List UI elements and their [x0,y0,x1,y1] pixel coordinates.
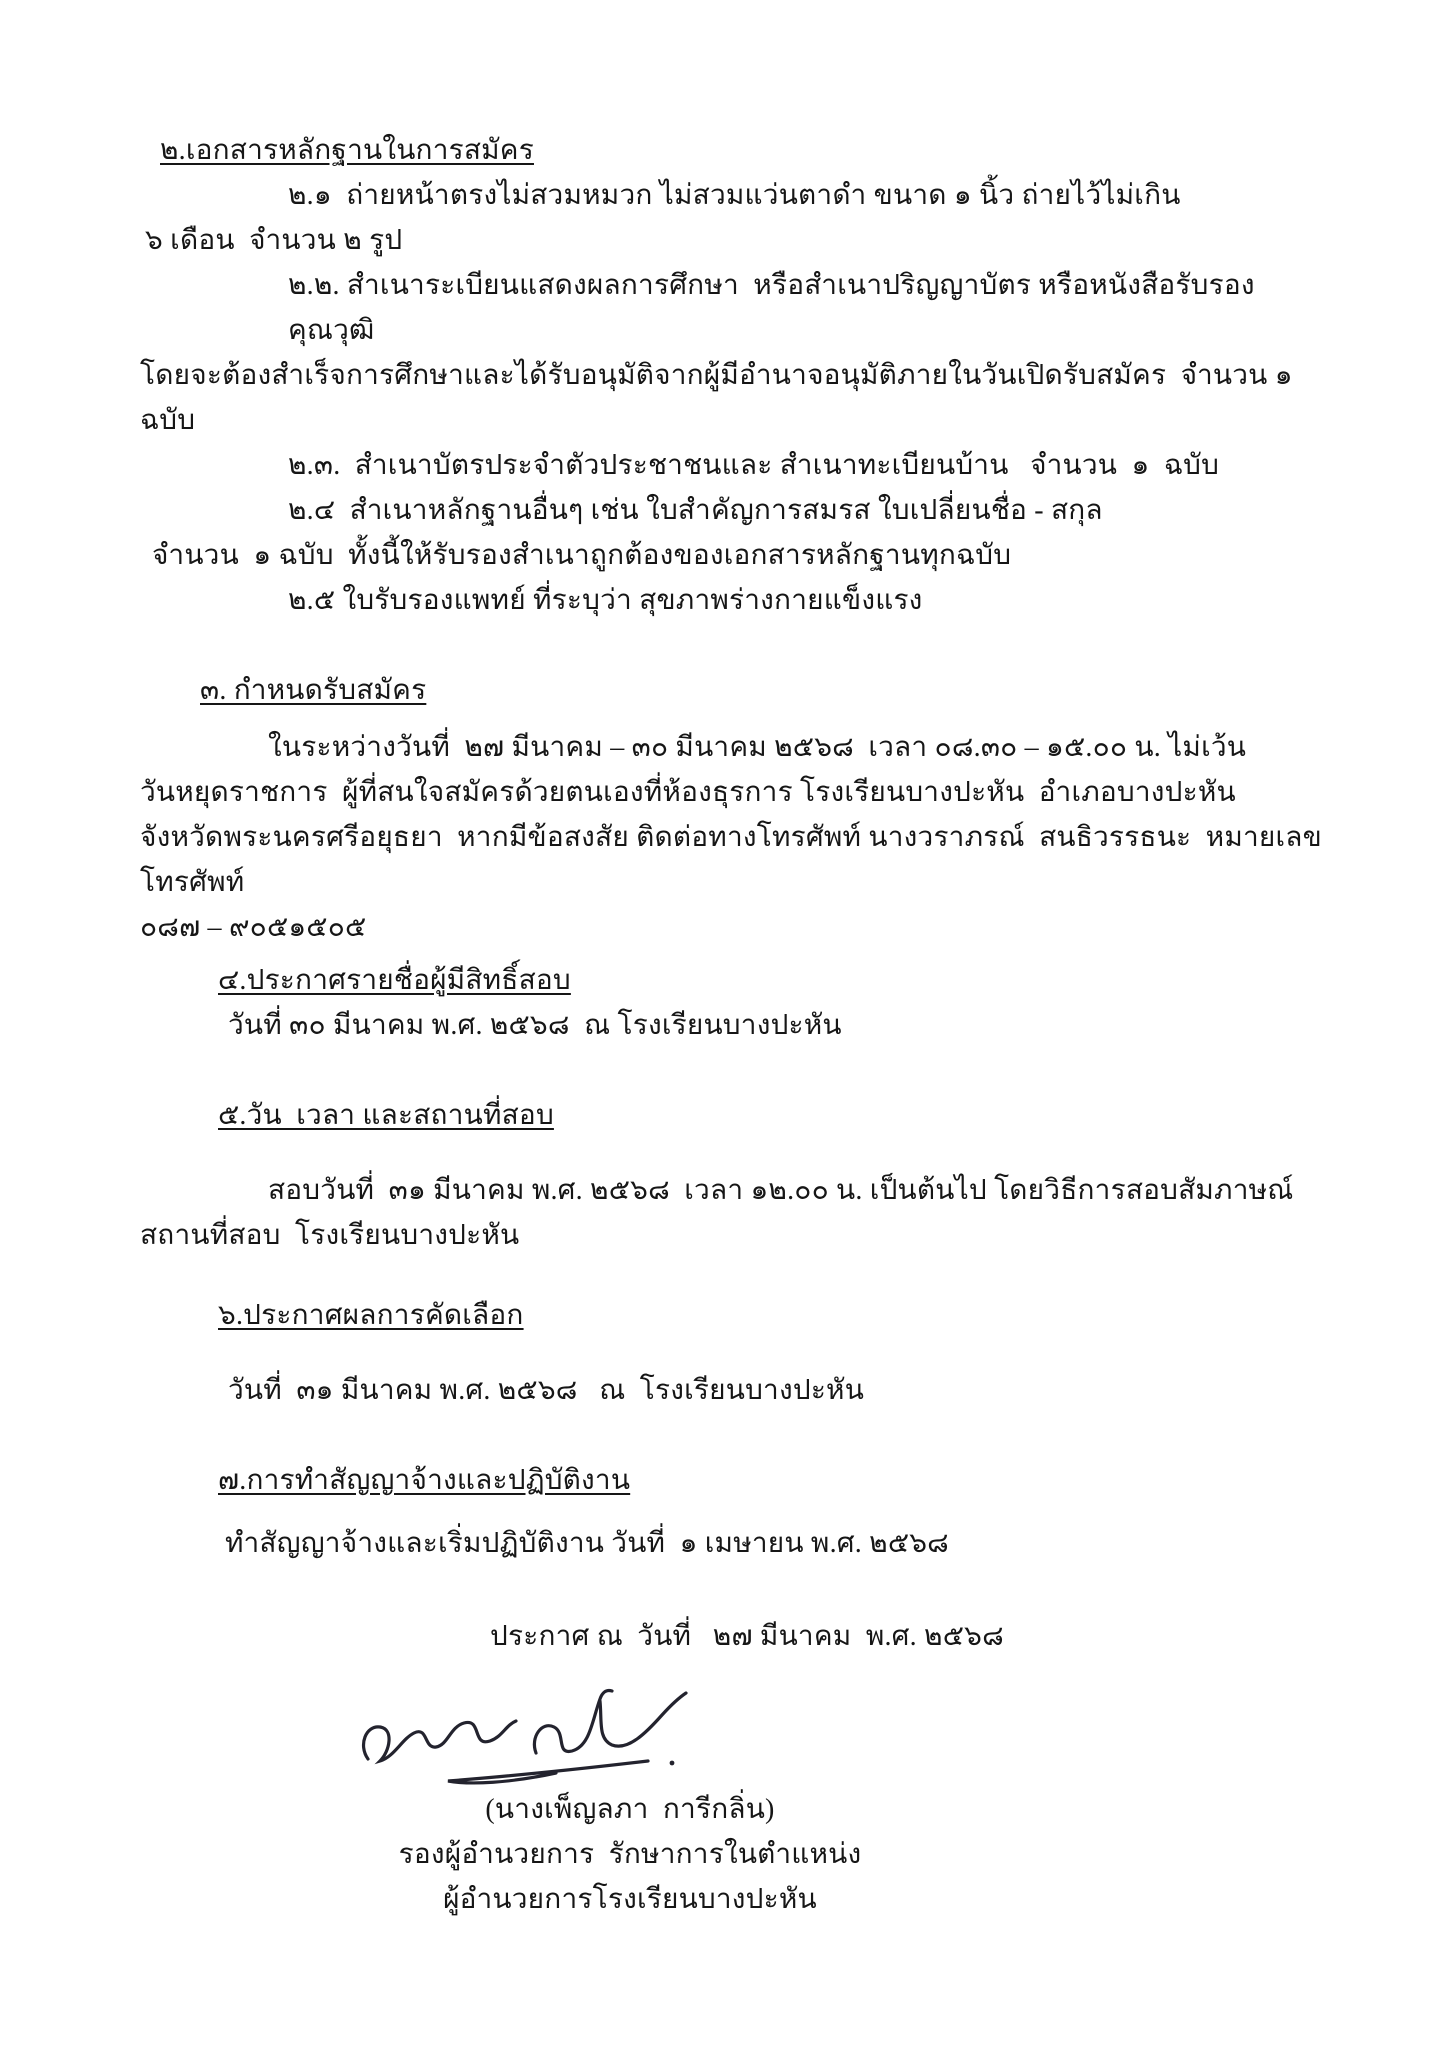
doc-line-2-2a: ๒.๒. สำเนาระเบียนแสดงผลการศึกษา หรือสำเนาปริญญาบัตร หรือหนังสือรับรองคุณวุฒิ [288,270,1255,346]
doc-line-7: ทำสัญญาจ้างและเริ่มปฏิบัติงาน วันที่ ๑ เมษายน พ.ศ. ๒๕๖๘ [225,1528,949,1559]
signer-title-1: รองผู้อำนวยการ รักษาการในตำแหน่ง [398,1839,862,1870]
section-2-heading: ๒.เอกสารหลักฐานในการสมัคร [160,135,534,166]
signer-title-2: ผู้อำนวยการโรงเรียนบางปะหัน [443,1884,817,1915]
section-3-heading: ๓. กำหนดรับสมัคร [200,675,427,706]
doc-line-2-2b: โดยจะต้องสำเร็จการศึกษาและได้รับอนุมัติจากผู้มีอำนาจอนุมัติภายในวันเปิดรับสมัคร จำนวน ๑ ฉบับ [140,360,1300,436]
doc-line-2-5: ๒.๕ ใบรับรองแพทย์ ที่ระบุว่า สุขภาพร่างกายแข็งแรง [288,585,923,616]
section-7-heading: ๗.การทำสัญญาจ้างและปฏิบัติงาน [218,1465,631,1496]
doc-line-3-phone: ๐๘๗ – ๙๐๕๑๕๐๕ [140,912,367,943]
section-6-heading: ๖.ประกาศผลการคัดเลือก [218,1300,524,1331]
doc-line-5b: สถานที่สอบ โรงเรียนบางปะหัน [140,1220,520,1251]
doc-line-5a: สอบวันที่ ๓๑ มีนาคม พ.ศ. ๒๕๖๘ เวลา ๑๒.๐๐ น. เป็นต้นไป โดยวิธีการสอบสัมภาษณ์ [268,1175,1294,1206]
issued-date-line: ประกาศ ณ วันที่ ๒๗ มีนาคม พ.ศ. ๒๕๖๘ [490,1621,1004,1652]
doc-line-2-3: ๒.๓. สำเนาบัตรประจำตัวประชาชนและ สำเนาทะเบียนบ้าน จำนวน ๑ ฉบับ [288,450,1220,481]
doc-line-3b: วันหยุดราชการ ผู้ที่สนใจสมัครด้วยตนเองที่ห้องธุรการ โรงเรียนบางปะหัน อำเภอบางปะหัน [140,777,1236,808]
doc-line-3c: จังหวัดพระนครศรีอยุธยา หากมีข้อสงสัย ติดต่อทางโทรศัพท์ นางวราภรณ์ สนธิวรรธนะ หมายเลขโทรศัพท์ [140,822,1322,898]
signature-block [350,1681,910,1922]
section-5-heading: ๕.วัน เวลา และสถานที่สอบ [218,1100,554,1131]
signer-name: (นางเพ็ญลภา การีกลิ่น) [485,1794,775,1825]
doc-line-2-4a: ๒.๔ สำเนาหลักฐานอื่นๆ เช่น ใบสำคัญการสมรส ใบเปลี่ยนชื่อ - สกุล [288,495,1103,526]
doc-line-2-1a: ๒.๑ ถ่ายหน้าตรงไม่สวมหมวก ไม่สวมแว่นตาดำ ขนาด ๑ นิ้ว ถ่ายไว้ไม่เกิน [288,180,1181,211]
doc-line-2-4b: จำนวน ๑ ฉบับ ทั้งนี้ให้รับรองสำเนาถูกต้องของเอกสารหลักฐานทุกฉบับ [152,540,1012,571]
section-4-heading: ๔.ประกาศรายชื่อผู้มีสิทธิ์สอบ [218,965,571,996]
doc-line-4: วันที่ ๓๐ มีนาคม พ.ศ. ๒๕๖๘ ณ โรงเรียนบางปะหัน [228,1010,842,1041]
doc-line-3a: ในระหว่างวันที่ ๒๗ มีนาคม – ๓๐ มีนาคม ๒๕๖๘ เวลา ๐๘.๓๐ – ๑๕.๐๐ น. ไม่เว้น [268,732,1247,763]
handwritten-signature-icon [350,1681,910,1793]
document-body [140,128,1330,1922]
doc-line-2-1b: ๖ เดือน จำนวน ๒ รูป [145,225,403,256]
doc-line-6: วันที่ ๓๑ มีนาคม พ.ศ. ๒๕๖๘ ณ โรงเรียนบางปะหัน [228,1375,865,1406]
